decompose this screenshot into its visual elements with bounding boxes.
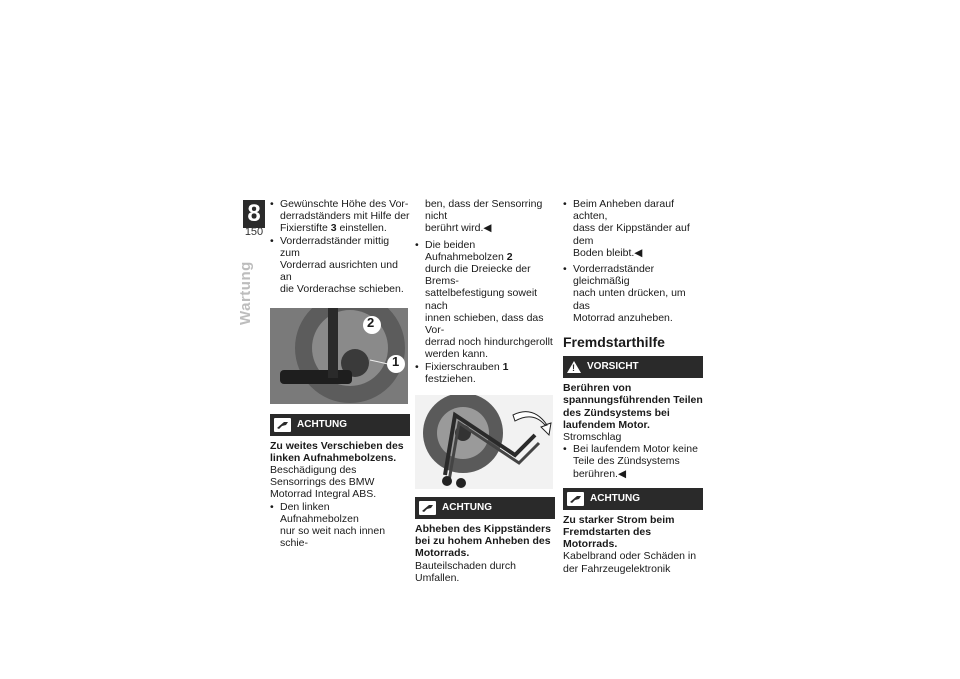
text-line: berühren.◀ xyxy=(573,467,627,480)
text-line: berührt wird.◀ xyxy=(425,222,492,235)
text-line: Teile des Zündsystems xyxy=(573,455,680,468)
text-line: durch die Dreiecke der Brems- xyxy=(425,263,531,288)
text-line xyxy=(425,239,555,263)
reference-number: 2 xyxy=(506,250,513,263)
warning-banner xyxy=(270,414,410,436)
column-2 xyxy=(415,198,555,584)
page-number: 150 xyxy=(244,226,264,238)
list-item xyxy=(270,198,410,235)
reference-number: 1 xyxy=(502,360,509,373)
caution-title: Berühren von spannungsführenden Teilen des Zündsystems bei laufendem Motor. xyxy=(563,382,703,431)
text-fragment: einstellen. xyxy=(336,222,387,235)
warning-text: Beschädigung des Sensorrings des BMW Motorrad Integral ABS. xyxy=(270,464,377,501)
text-line xyxy=(280,222,410,234)
list-item xyxy=(563,443,703,480)
reference-number: 3 xyxy=(330,222,337,235)
caution-text: Stromschlag xyxy=(563,431,622,444)
section-title: Fremdstarthilfe xyxy=(563,334,665,351)
stand-lift-illustration xyxy=(415,395,553,489)
warning-text: Bauteilschaden durch Umfallen. xyxy=(415,559,516,584)
column-1 xyxy=(270,198,410,549)
text-line: • Vorderradständer gleichmäßig xyxy=(573,263,655,288)
list-item xyxy=(270,501,410,550)
text-line: nach unten drücken, um das xyxy=(573,287,686,312)
front-stand-illustration xyxy=(270,308,408,404)
list-item xyxy=(415,239,555,361)
warning-text: Kabelbrand oder Schäden in der Fahrzeugelektronik xyxy=(563,550,697,575)
warning-title: Abheben des Kippständers bei zu hohem Anheben des Motorrads. xyxy=(415,523,551,560)
caution-banner xyxy=(563,356,703,378)
warning-banner xyxy=(563,488,703,510)
wrench-icon xyxy=(567,492,584,506)
callout-2: 2 xyxy=(367,314,375,330)
list-item xyxy=(415,361,555,385)
wrench-icon xyxy=(419,501,436,515)
text-continuation xyxy=(415,198,555,235)
text-line: • Vorderradständer mittig zum xyxy=(280,234,390,259)
list-item xyxy=(563,198,703,259)
list-item xyxy=(270,235,410,296)
chapter-number: 8 xyxy=(243,200,265,228)
text-line: • Beim Anheben darauf achten, xyxy=(573,198,674,223)
text-fragment: Fixierstifte xyxy=(280,222,331,235)
stand-lift-photo xyxy=(415,395,553,489)
text-fragment: Die beiden Aufnahmebolzen xyxy=(425,238,507,263)
text-line: • Gewünschte Höhe des Vor- xyxy=(280,198,409,210)
text-line: dass der Kippständer auf dem xyxy=(573,222,690,247)
text-line: • Bei laufendem Motor keine xyxy=(573,443,698,456)
text-line: sattelbefestigung soweit nach xyxy=(425,287,538,312)
text-line: Motorrad anzuheben. xyxy=(573,311,673,324)
list-item xyxy=(563,263,703,324)
text-line: werden kann. xyxy=(425,348,489,361)
text-line: derradständers mit Hilfe der xyxy=(280,210,410,223)
front-stand-photo xyxy=(270,308,408,404)
text-line: innen schieben, dass das Vor- xyxy=(425,311,544,337)
text-line: Boden bleibt.◀ xyxy=(573,246,643,259)
warning-triangle-icon xyxy=(567,361,581,373)
callout-1: 1 xyxy=(392,353,400,369)
text-line: die Vorderachse schieben. xyxy=(280,283,404,296)
warning-banner xyxy=(415,497,555,519)
text-line: nur so weit nach innen schie- xyxy=(280,525,386,550)
warning-title: Zu weites Verschieben des linken Aufnahmebolzens. xyxy=(270,439,404,464)
column-3 xyxy=(563,198,703,575)
text-line: ben, dass der Sensorring nicht xyxy=(425,198,543,223)
chapter-side-label: Wartung xyxy=(237,261,254,325)
wrench-icon xyxy=(274,418,291,432)
warning-title: Zu starker Strom beim Fremdstarten des Motorrads. xyxy=(563,513,675,551)
caution-label: VORSICHT xyxy=(587,361,639,373)
warning-label: ACHTUNG xyxy=(297,418,347,430)
text-line: Vorderrad ausrichten und an xyxy=(280,259,398,284)
text-line: • Den linken Aufnahmebolzen xyxy=(280,500,359,525)
text-line: derrad noch hindurchgerollt xyxy=(425,336,553,349)
text-fragment: Fixierschrauben xyxy=(425,360,503,373)
warning-label: ACHTUNG xyxy=(590,492,640,504)
text-fragment: festziehen. xyxy=(425,372,476,385)
warning-label: ACHTUNG xyxy=(442,501,492,513)
